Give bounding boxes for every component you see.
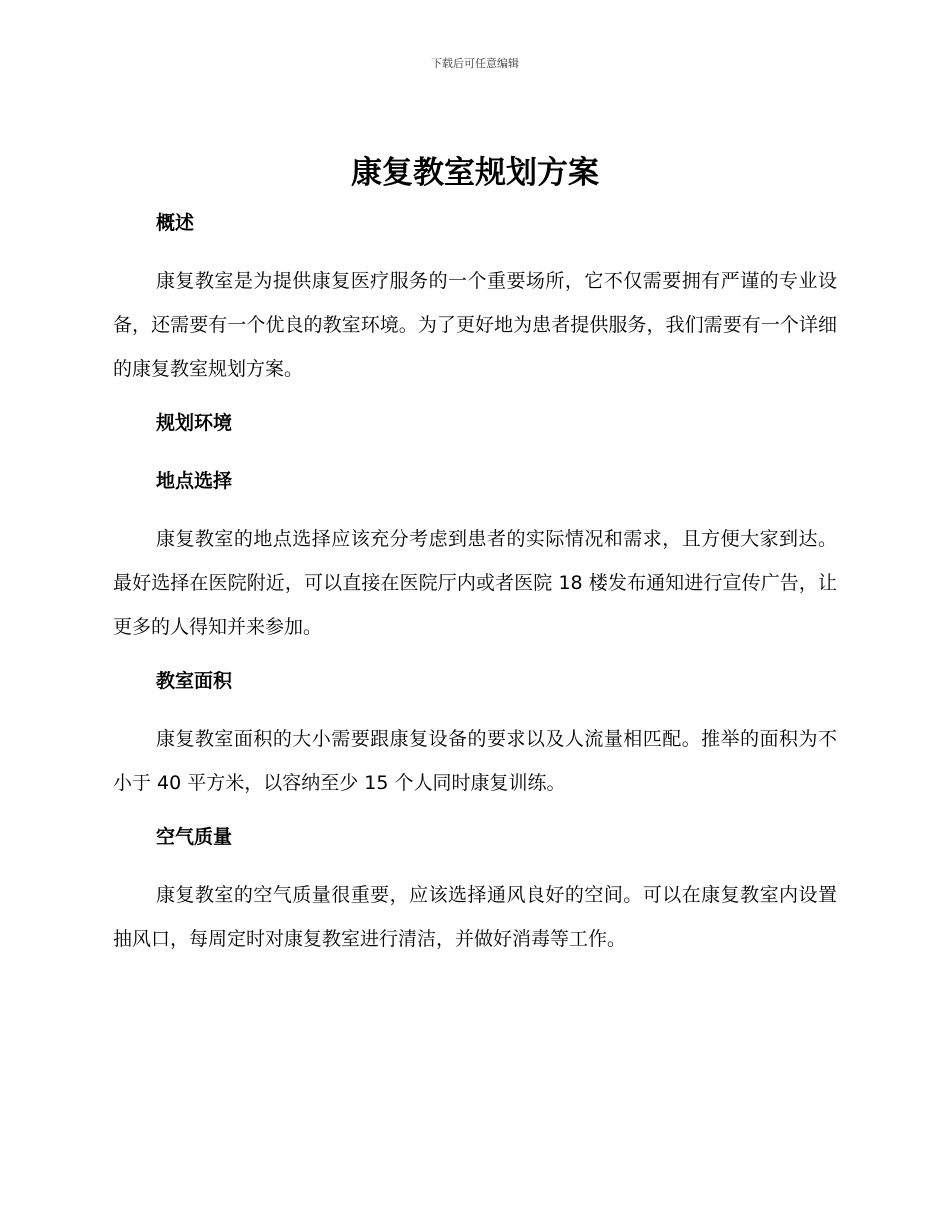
heading-area: 教室面积 (156, 670, 233, 692)
heading-environment: 规划环境 (156, 412, 233, 434)
paragraph-air: 康复教室的空气质量很重要，应该选择通风良好的空间。可以在康复教室内设置抽风口，每周定时对康复教室进行清洁，并做好消毒等工作。 (113, 884, 837, 950)
heading-location: 地点选择 (156, 470, 233, 492)
document-title: 康复教室规划方案 (351, 155, 599, 191)
paragraph-location: 康复教室的地点选择应该充分考虑到患者的实际情况和需求，且方便大家到达。最好选择在医院附近，可以直接在医院厅内或者医院 18 楼发布通知进行宣传广告，让更多的人得知并来参加。 (113, 528, 837, 638)
paragraph-overview: 康复教室是为提供康复医疗服务的一个重要场所，它不仅需要拥有严谨的专业设备，还需要有一个优良的教室环境。为了更好地为患者提供服务，我们需要有一个详细的康复教室规划方案。 (113, 270, 837, 380)
heading-overview: 概述 (156, 212, 195, 234)
header-note: 下载后可任意编辑 (431, 57, 519, 70)
document-body (113, 150, 837, 961)
paragraph-area: 康复教室面积的大小需要跟康复设备的要求以及人流量相匹配。推举的面积为不小于 40 平方米，以容纳至少 15 个人同时康复训练。 (113, 728, 837, 794)
heading-air: 空气质量 (156, 826, 233, 848)
